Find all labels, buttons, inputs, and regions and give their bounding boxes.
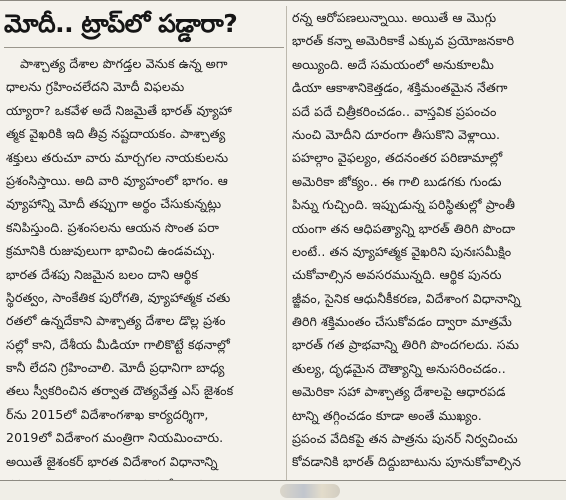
article-text-line: య్యారా? ఒకవేళ అదే నిజమైతే భారత్ వ్యూహా	[6, 102, 232, 118]
article-text-line: అమెరికా జోక్యం.. ఈ గాలి బుడగకు గుండు	[292, 173, 502, 189]
article-text-line: త్మక వైఖరికి ఇది తీవ్ర నష్టదాయకం. పాశ్చాత్య	[6, 126, 226, 142]
article-text-line: జ్జీవం, సైనిక ఆధునీకీకరణ, విదేశాంగ విధానాన్ని	[292, 290, 521, 306]
article-text-line: కనిపిస్తుంది. ప్రశంసలను ఆయన సొంత పరా	[6, 219, 219, 235]
right-text-column	[292, 6, 562, 497]
article-text-line: క్రమానికి రుజువులుగా భావించి ఉండవచ్చు.	[6, 243, 216, 259]
article-text-line: రతలో ఉన్నదేకాని పాశ్చాత్య దేశాల డొల్ల ప్రశం	[6, 313, 226, 329]
article-text-line: చుకోవాల్సిన అవసరమున్నది. ఆర్థిక పునరు	[292, 267, 502, 283]
article-text-line: టాన్ని తగ్గించడం కూడా అంతే ముఖ్యం.	[292, 407, 482, 423]
article-text-line: తుల్య, దృఢమైన దౌత్యాన్ని అనుసరించడం..	[292, 360, 506, 376]
article-text-line: ప్రశంసిస్తాయి. అది వారి వ్యూహంలో భాగం. ఆ	[6, 172, 228, 188]
article-text-line: డియా ఆకాశానికెత్తడం, శక్తిమంతమైన నేతగా	[292, 80, 508, 96]
article-text-line: అమెరికా సహా పాశ్చాత్య దేశాలపై ఆధారపడ	[292, 384, 506, 400]
article-headline: మోదీ.. ట్రాప్‌లో పడ్డారా?	[4, 9, 238, 38]
article-text-line: తలు స్వీకరించిన తర్వాత దౌత్యవేత్త ఎస్ జైశంక	[6, 383, 234, 399]
article-text-line: భారత్ కన్నా అమెరికాకే ఎక్కువ ప్రయోజనకారి	[292, 33, 515, 49]
article-text-line: వ్యూహాన్ని మోదీ తప్పుగా అర్థం చేసుకున్నట్లు	[6, 196, 222, 212]
article-text-line: ప్రపంచ వేదికపై తన పాత్రను పునర్ నిర్వచించు	[292, 431, 518, 447]
article-text-line: భారత దేశపు నిజమైన బలం దాని ఆర్థిక	[6, 266, 198, 282]
footer-ornament-graphic	[280, 484, 340, 498]
headline-divider	[4, 47, 284, 48]
article-text-line: ర్‌ను 2015లో విదేశాంగశాఖ కార్యదర్శిగా,	[6, 406, 209, 422]
left-text-column	[6, 52, 282, 496]
article-text-line: ధాలను గ్రహించలేదని మోదీ విఫలమ	[6, 79, 185, 95]
column-divider	[286, 6, 287, 482]
article-text-line: తిరిగి శక్తిమంతం చేసుకోవడం ద్వారా మాత్రమే	[292, 314, 512, 330]
article-text-line: లంటే.. తన వ్యూహాత్మక వైఖరిని పునఃసమీక్షిం	[292, 243, 512, 259]
article-text-line: పిన్ను గుచ్చింది. ఇప్పుడున్న పరిస్థితుల్లో ప్రాంతీ	[292, 197, 516, 213]
article-text-line: భారత్ గత ప్రాభవాన్ని తిరిగి పొందగలదు. సమ	[292, 337, 520, 353]
article-text-line: పహల్గాం వైఫల్యం, తదనంతర పరిణామాల్లో	[292, 150, 503, 166]
article-text-line: కానీ లేదని గ్రహించాలి. మోదీ ప్రధానిగా బాధ్య	[6, 360, 225, 376]
article-text-line: యంగా తన ఆధిపత్యాన్ని భారత్ తిరిగి పొందా	[292, 220, 516, 236]
article-text-line: అయితే జైశంకర్ భారత విదేశాంగ విధానాన్ని	[6, 453, 218, 469]
article-text-line: స్థిరత్వం, సాంకేతిక పురోగతి, వ్యూహాత్మక చతు	[6, 289, 231, 305]
article-text-line: నుంచి మోదీని దూరంగా తీసుకొని వెళ్లాయి.	[292, 126, 501, 142]
article-text-line: రన్న ఆరోపణలున్నాయి. అయితే ఆ మొగ్గు	[292, 10, 497, 25]
article-text-line: పాశ్చాత్య దేశాల పొగడ్తల వెనుక ఉన్న అగా	[20, 56, 228, 71]
top-rule	[0, 0, 566, 1]
article-text-line: సల్లో కాని, దేశీయ మీడియా గాలికొట్టే కథనాల్లో	[6, 336, 230, 352]
article-text-line: కోవడానికి భారత్ దిద్దుబాటును పూనుకోవాల్సిన	[292, 454, 522, 470]
article-text-line: శక్తులు తరుచూ వారు మార్చగల నాయకులను	[6, 149, 229, 165]
article-text-line: పదే పదే చిత్రీకరించడం.. వాస్తవిక ప్రపంచం	[292, 103, 497, 119]
article-text-line: అయ్యింది. అదే సమయంలో అనుకూలమీ	[292, 56, 494, 72]
article-text-line: 2019లో విదేశాంగ మంత్రిగా నియమించారు.	[6, 430, 224, 446]
